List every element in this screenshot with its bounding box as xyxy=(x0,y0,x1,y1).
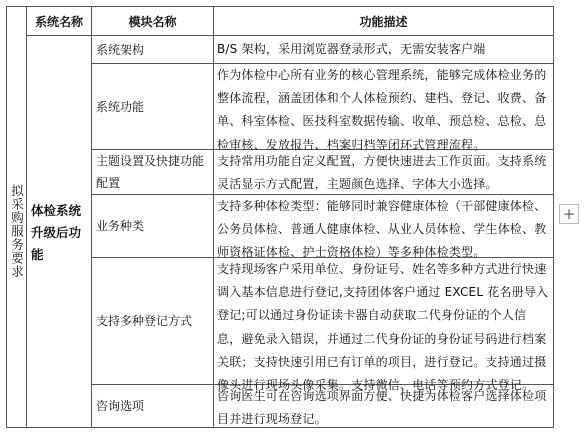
add-row-button[interactable]: + xyxy=(559,204,579,224)
description-cell: 咨询医生可在咨询选项界面方便、快捷为体检客户选择体检项目并进行现场登记。 xyxy=(217,389,547,427)
module-cell: 系统功能 xyxy=(96,99,145,114)
description-cell: 作为体检中心所有业务的核心管理系统，能够完成体检业务的整体流程，涵盖团体和个人体检预约、建档、登记、收费、备单、科室体检、医技科室数据传输、收单、预总检、总检、总检审核、发放报告、档案归档等闭环式管理流程。 xyxy=(217,68,547,152)
module-cell: 业务种类 xyxy=(96,219,145,233)
module-cell: 系统架构 xyxy=(96,42,145,57)
table-border-right xyxy=(553,6,554,428)
description-cell: 支持多种体检类型：能够同时兼容健康体检（干部健康体检、公务员体检、普通人健康体检、从业人员体检、学生体检、教师资格证体检、护士资格体检）等多种体检类型。 xyxy=(217,199,547,260)
system-name-cell: 体检系统升级后功能 xyxy=(31,203,82,262)
side-label: 拟采购服务要求 xyxy=(9,184,25,279)
header-function-desc: 功能描述 xyxy=(359,14,408,29)
module-cell: 支持多种登记方式 xyxy=(96,314,193,328)
header-module-name: 模块名称 xyxy=(128,14,177,29)
header-system-name: 系统名称 xyxy=(34,14,83,29)
description-cell: B/S 架构，采用浏览器登录形式，无需安装客户端 xyxy=(217,42,486,56)
module-cell: 主题设置及快捷功能配置 xyxy=(96,154,205,190)
col-divider xyxy=(26,6,27,428)
module-cell: 咨询选项 xyxy=(96,399,145,413)
description-cell: 支持现场客户采用单位、身份证号、姓名等多种方式进行快速调入基本信息进行登记,支持团体客户通过 EXCEL 花名册导入登记;可以通过身份证读卡器自动获取二代身份证的个人信息，避免录入错误，并通过二代身份证的身份证号码进行档案关联；支持快速引用已有订单的项目，进行登记。支持通过摄像头进行现场头像采集。支持微信、电话等预约方式登记。 xyxy=(217,262,549,393)
description-cell: 支持常用功能自定义配置，方便快速进去工作页面。支持系统灵活显示方式配置，主题颜色选择、字体大小选择。 xyxy=(217,154,547,192)
